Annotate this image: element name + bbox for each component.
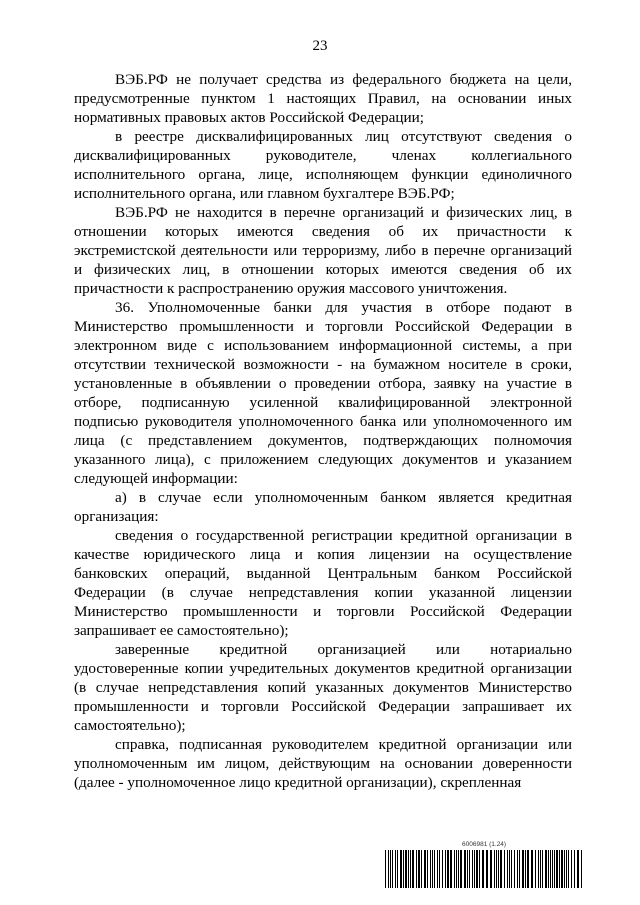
barcode-code: 6006981 (1.24) [462,841,507,848]
document-body [74,70,572,792]
paragraph: сведения о государственной регистрации кредитной организации в качестве юридического лица и копия лицензии на осуществление банковских операций, выданной Центральным банком Российской Федерации (в случае непредставления копии указанной лицензии Министерство промышленности и торговли Российской Федерации запрашивает ее самостоятельно); [74,527,572,639]
paragraph: ВЭБ.РФ не получает средства из федерального бюджета на цели, предусмотренные пунктом 1 настоящих Правил, на основании иных нормативных правовых актов Российской Федерации; [74,71,572,126]
paragraph: 36. Уполномоченные банки для участия в отборе подают в Министерство промышленности и торговли Российской Федерации в электронном виде с использованием информационной системы, а при отсутствии технической возможности - на бумажном носителе в сроки, установленные в объявлении о проведении отбора, заявку на участие в отборе, подписанную усиленной квалифицированной электронной подписью руководителя уполномоченного банка или уполномоченного им лица (с представлением документов, подтверждающих полномочия указанного лица), с приложением следующих документов и указанием следующей информации: [74,299,572,487]
barcode [385,841,585,889]
page-number: 23 [312,38,328,54]
paragraph: в реестре дисквалифицированных лиц отсутствуют сведения о дисквалифицированных руководителе, членах коллегиального исполнительного органа, лице, исполняющем функции единоличного исполнительного органа, или главном бухгалтере ВЭБ.РФ; [74,128,572,202]
paragraph: справка, подписанная руководителем кредитной организации или уполномоченным им лицом, действующим на основании доверенности (далее - уполномоченное лицо кредитной организации), скрепленная [74,736,572,791]
barcode-bars-icon [385,850,585,888]
paragraph: заверенные кредитной организацией или нотариально удостоверенные копии учредительных документов кредитной организации (в случае непредставления копий указанных документов Министерство промышленности и торговли Российской Федерации запрашивает их самостоятельно); [74,641,572,734]
paragraph: а) в случае если уполномоченным банком является кредитная организация: [74,489,572,525]
paragraph: ВЭБ.РФ не находится в перечне организаций и физических лиц, в отношении которых имеются сведения об их причастности к экстремистской деятельности или терроризму, либо в перечне организаций и физических лиц, в отношении которых имеются сведения об их причастности к распространению оружия массового уничтожения. [74,204,572,297]
